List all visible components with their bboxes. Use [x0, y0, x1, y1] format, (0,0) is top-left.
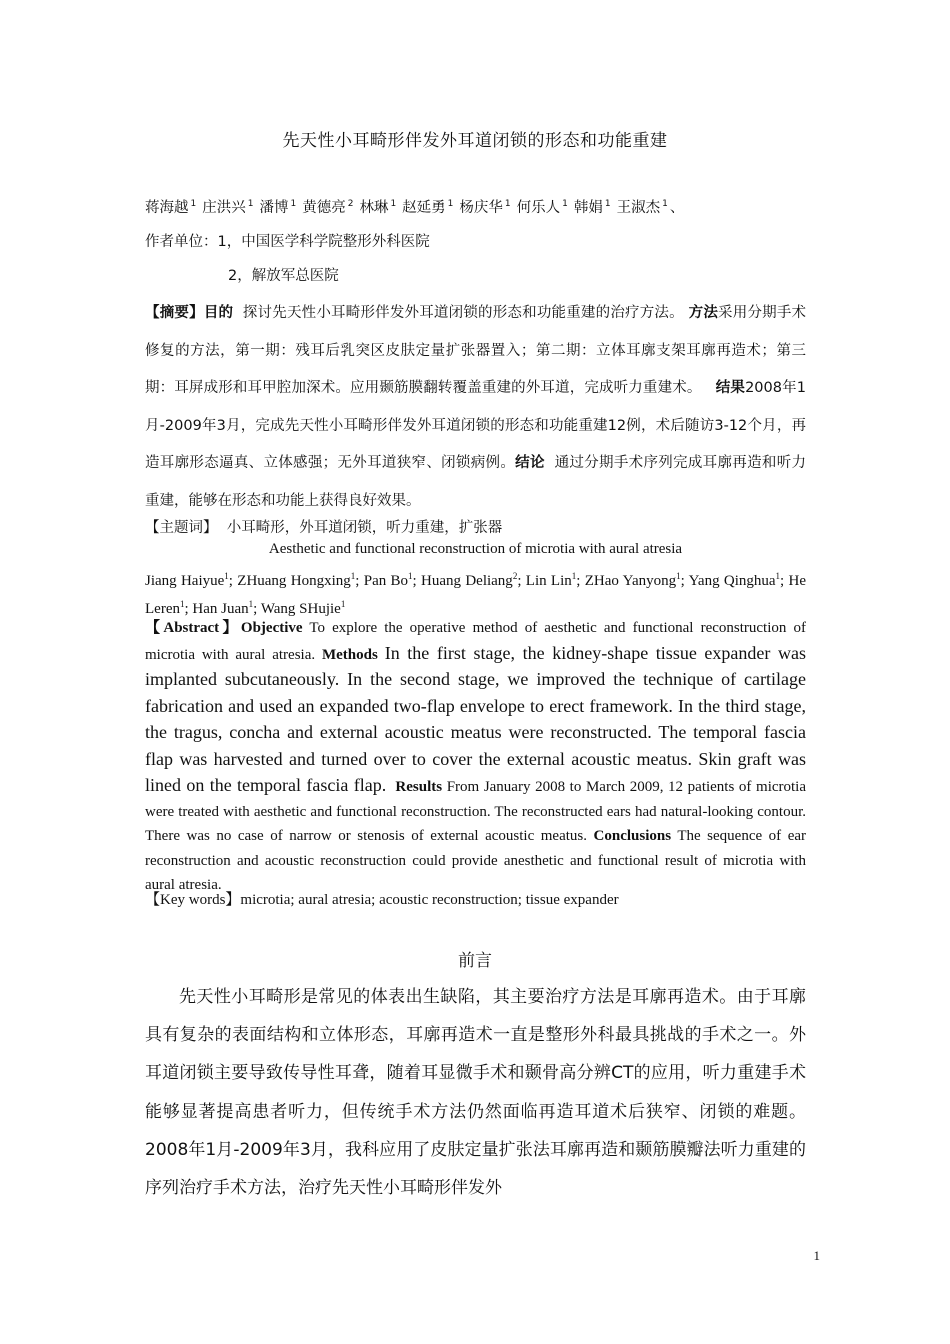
en-author-affiliation-mark: 1: [224, 571, 229, 581]
author-affiliation-mark: 2: [347, 199, 354, 210]
en-author-affiliation-mark: 1: [179, 599, 185, 609]
cn-objective-text: 探讨先天性小耳畸形伴发外耳道闭锁的形态和功能重建的治疗方法。: [242, 305, 684, 321]
en-author-affiliation-mark: 1: [408, 571, 413, 581]
author-affiliation-mark: 1: [562, 199, 568, 210]
author: [145, 200, 196, 216]
author-name: 韩娟: [573, 200, 603, 216]
en-author-name: Lin Lin: [525, 573, 572, 589]
author: [517, 200, 568, 216]
author: [359, 200, 396, 216]
en-author-name: Han Juan: [192, 601, 249, 617]
english-author-list: Jiang Haiyue$^1$; ZHuang Hongxing$^1$; Pan Bo$^1$; Huang Deliang$^2$; Lin Lin$^1$; ZHao Yanyong$^1$; Yang Qinghua$^1$; He Leren$^1$; Han Juan$^1$; Wang SHujie$^1$: [145, 571, 807, 617]
cn-keywords-text: 小耳畸形，外耳道闭锁，听力重建，扩张器: [226, 520, 503, 536]
author-affiliation-mark: 1: [604, 199, 611, 210]
english-abstract: [145, 616, 806, 898]
en-author-name: ZHuang Hongxing: [237, 573, 351, 589]
cn-results-label: 结果: [715, 380, 746, 396]
page-number: 1: [813, 1248, 820, 1263]
author-name: 赵延勇: [402, 200, 446, 216]
en-author-name: He Leren: [145, 573, 807, 617]
author-name: 黄德亮: [302, 200, 346, 216]
author-affiliation-mark: 1: [504, 199, 511, 210]
en-results-text: From January 2008 to March 2009, 12 patients of microtia were treated with aesthetic and functional reconstruction. The reconstructed ears had natural-looking contour. There was no case of narrow or stenosis of external acoustic meatus.: [145, 779, 807, 844]
en-author-affiliation-mark: 1: [676, 571, 681, 581]
paper-title: 先天性小耳畸形伴发外耳道闭锁的形态和功能重建: [282, 131, 668, 151]
cn-methods-text: 采用分期手术修复的方法，第一期：残耳后乳突区皮肤定量扩张器置入；第二期：立体耳廓支架耳廓再造术；第三期：耳屏成形和耳甲腔加深术。应用颞筋膜翻转覆盖重建的外耳道，完成听力重建术。: [145, 305, 807, 396]
author-name: 蒋海越: [145, 200, 189, 216]
english-keywords: [145, 888, 806, 909]
affiliation-1: 1，中国医学科学院整形外科医院: [217, 234, 430, 250]
affiliation-label: 作者单位：: [145, 234, 218, 250]
en-results-label: Results: [395, 779, 443, 795]
cn-objective-label: 目的: [203, 305, 234, 321]
en-author-affiliation-mark: 2: [512, 571, 518, 581]
author-affiliation-mark: 1: [447, 199, 454, 210]
en-author-affiliation-mark: 1: [571, 571, 577, 581]
author: [574, 200, 611, 216]
author: [302, 200, 353, 216]
preface-heading: 前言: [458, 951, 492, 971]
author: [402, 200, 453, 216]
author-affiliation-mark: 1: [247, 199, 254, 210]
chinese-abstract: [145, 295, 806, 520]
en-author-name: Huang Deliang: [421, 573, 513, 589]
en-keywords-text: microtia; aural atresia; acoustic reconstruction; tissue expander: [240, 892, 619, 908]
author-affiliation-mark: 1: [190, 199, 197, 210]
author-name: 庄洪兴: [202, 200, 246, 216]
english-title: Aesthetic and functional reconstruction of microtia with aural atresia: [268, 541, 683, 557]
en-author-affiliation-mark: 1: [340, 599, 346, 609]
en-methods-label: Methods: [321, 646, 378, 663]
cn-abstract-label: 【摘要】: [145, 305, 204, 321]
author: [459, 200, 510, 216]
en-author-affiliation-mark: 1: [775, 571, 781, 581]
author-affiliation-mark: 1: [390, 199, 397, 210]
en-author-affiliation-mark: 1: [248, 599, 254, 609]
en-author-name: ZHao Yanyong: [584, 573, 677, 589]
author-affiliation-mark: 1: [662, 199, 668, 210]
author: [202, 200, 253, 216]
cn-methods-label: 方法: [688, 305, 719, 321]
author-name: 杨庆华: [459, 200, 503, 216]
en-keywords-label: 【Key words】: [145, 892, 241, 908]
author-affiliation-mark: 1: [290, 199, 297, 210]
author-list: [145, 196, 806, 217]
en-objective-label: Objective: [240, 620, 303, 636]
en-conclusions-text: The sequence of ear reconstruction and acoustic reconstruction could provide anesthetic and functional result of microtia with aural atresia.: [145, 828, 807, 893]
author: [617, 200, 668, 216]
author-name: 林琳: [359, 200, 389, 216]
author-name: 王淑杰: [616, 200, 661, 216]
affiliation-line-2: 2，解放军总医院: [228, 268, 339, 284]
en-author-name: Pan Bo: [363, 573, 409, 589]
author: [259, 200, 296, 216]
en-author-name: Wang SHujie: [260, 601, 341, 617]
en-methods-text: In the first stage, the kidney-shape tissue expander was implanted subcutaneously. In the second stage, we improved the technique of cartilage fabrication and used an expanded two-flap envelope to erect framework. In the third stage, the tragus, concha and external acoustic meatus were reconstructed. The temporal fascia flap was harvested and turned over to cover the external acoustic meatus. Skin graft was lined on the temporal fascia flap.: [145, 642, 806, 795]
author-name: 潘博: [259, 200, 289, 216]
cn-results-text: 2008年1月-2009年3月，完成先天性小耳畸形伴发外耳道闭锁的形态和功能重建12例，术后随访3-12个月，再造耳廓形态逼真、立体感强；无外耳道狭窄、闭锁病例。: [145, 380, 806, 471]
en-objective-text: To explore the operative method of aesthetic and functional reconstruction of microtia with aural atresia.: [145, 620, 806, 663]
author-name: 何乐人: [516, 200, 561, 216]
en-abstract-label: 【Abstract】: [145, 620, 241, 636]
cn-conclusion-label: 结论: [515, 455, 545, 471]
en-author-affiliation-mark: 1: [350, 571, 356, 581]
en-author-name: Jiang Haiyue: [145, 573, 225, 589]
affiliation-line-1: [145, 230, 806, 251]
author-list-trailer: 、: [669, 200, 685, 216]
chinese-keywords: [145, 516, 806, 537]
en-author-name: Yang Qinghua: [688, 573, 776, 589]
preface-body: [145, 978, 806, 1207]
en-conclusions-label: Conclusions: [593, 828, 672, 844]
preface-paragraph: 先天性小耳畸形是常见的体表出生缺陷，其主要治疗方法是耳廓再造术。由于耳廓具有复杂的表面结构和立体形态，耳廓再造术一直是整形外科最具挑战的手术之一。外耳道闭锁主要导致传导性耳聋，随着耳显微手术和颞骨高分辨CT的应用，听力重建手术能够显著提高患者听力，但传统手术方法仍然面临再造耳道术后狭窄、闭锁的难题。2008年1月-2009年3月，我科应用了皮肤定量扩张法耳廓再造和颞筋膜瓣法听力重建的序列治疗手术方法，治疗先天性小耳畸形伴发外: [145, 987, 806, 1199]
cn-keywords-label: 【主题词】: [145, 520, 218, 536]
cn-conclusion-text: 通过分期手术序列完成耳廓再造和听力重建，能够在形态和功能上获得良好效果。: [145, 455, 807, 509]
